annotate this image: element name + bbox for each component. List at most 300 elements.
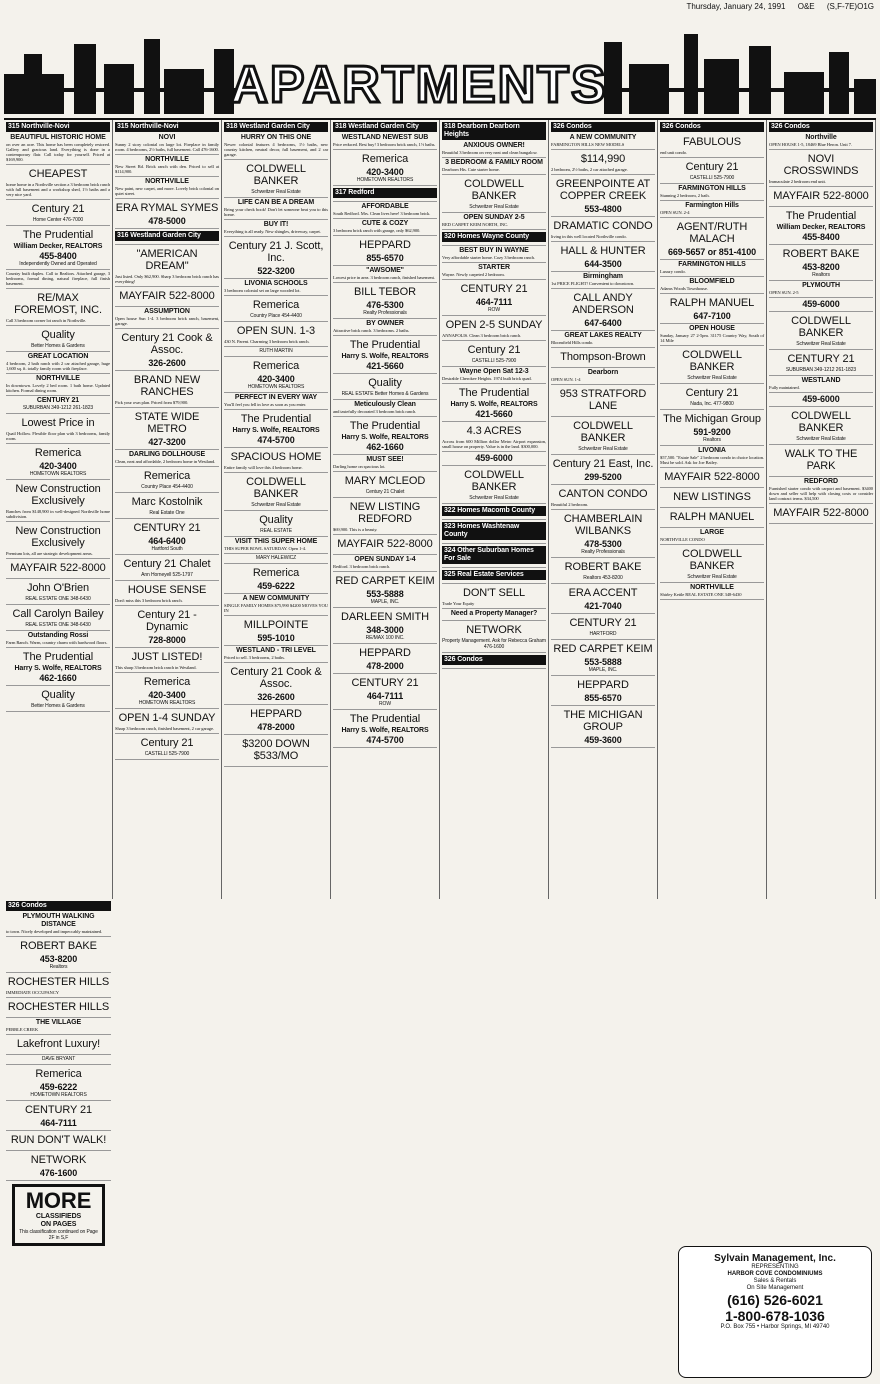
listing-display-text: Remerica — [34, 447, 82, 459]
listing-ad — [333, 417, 437, 455]
listing-display-text: ROCHESTER HILLS — [7, 975, 110, 988]
listing-display-text: Century 21 — [685, 387, 739, 399]
listing-body: Redford. 3 bedroom brick ranch. — [333, 564, 391, 569]
sylvain-site: On Site Management — [746, 1285, 804, 1291]
listing-phone: 453-8200 — [802, 262, 840, 272]
classified-column — [331, 120, 440, 899]
listing-display-text: Remerica — [143, 470, 191, 482]
listing-body: Call 3 bedroom corner lot ranch in Northville. — [6, 318, 87, 323]
listing-footer: MAPLE, INC. — [370, 599, 400, 605]
section-heading: 326 Condos — [6, 901, 111, 911]
listing-phone: 591-9200 — [693, 427, 731, 437]
listing-footer: CASTELLI 525-7900 — [689, 175, 735, 181]
apartments-banner — [4, 34, 876, 114]
listing-ad — [6, 165, 110, 200]
classified-column — [4, 120, 113, 899]
listing-display-text: ROBERT BAKE — [782, 248, 860, 260]
listing-ad — [224, 410, 328, 448]
listing-display-text: COLDWELL BANKER — [573, 420, 633, 444]
listing-display-text: CENTURY 21 — [569, 617, 637, 629]
listing-ad — [6, 579, 110, 605]
listing-ad — [6, 289, 110, 326]
listing-ad — [660, 201, 764, 218]
listing-display-text: CENTURY 21 — [787, 353, 855, 365]
listing-display-text: New Construction Exclusively — [15, 483, 101, 507]
listing-ad — [115, 408, 219, 450]
listing-display-text: RED CARPET KEIM — [553, 643, 653, 655]
listing-body: Farm Ranch. Warm, country charm with hardwood floors. — [6, 640, 108, 645]
listing-ad — [115, 371, 219, 408]
listing-headline: Outstanding Rossi — [27, 632, 89, 639]
page-header — [0, 0, 880, 14]
listing-ad — [6, 1151, 111, 1181]
listing-display-text: HEPPARD — [359, 647, 411, 659]
listing-display-text: CHEAPEST — [28, 168, 88, 180]
listing-ad — [6, 1035, 111, 1055]
listing-display-text: The Michigan Group — [663, 413, 761, 425]
listing-body: Adams Woods Townhouse. — [660, 286, 708, 291]
more-line2: ON PAGES — [40, 1220, 77, 1228]
listing-ad — [115, 606, 219, 648]
listing-footer: SUBURBAN 349-1212 261-1823 — [22, 405, 94, 411]
listing-display-text: $114,990 — [580, 153, 626, 165]
listing-footer: Schweitzer Real Estate — [251, 189, 301, 195]
listing-agency: Harry S. Wolfe, REALTORS — [14, 665, 102, 672]
listing-body: Sunday, January 27 2-5pm. 31175 Country Way, South of 14 Mile — [660, 333, 764, 343]
listing-display-text: The Prudential — [349, 713, 421, 725]
listing-ad — [769, 376, 873, 393]
listing-phone: 420-3400 — [257, 374, 295, 384]
listing-footer: HARTFORD — [589, 631, 617, 637]
listing-body: Open house Sun 1-4. 3 bedroom brick ranch, basement, garage. — [115, 316, 219, 326]
listing-ad — [115, 709, 219, 734]
listing-ad — [6, 998, 111, 1018]
listing-headline: BEAUTIFUL HISTORIC HOME — [10, 134, 106, 141]
listing-headline: Farmington Hills — [685, 202, 739, 209]
section-heading: 318 Westland Garden City — [333, 122, 437, 132]
listing-headline: NORTHVILLE — [145, 156, 189, 163]
listing-display-text: MAYFAIR 522-8000 — [664, 471, 760, 483]
listing-body: Priced to sell. 3 bedrooms, 2 baths. — [224, 655, 285, 660]
listing-footer: Better Homes & Gardens — [31, 343, 85, 349]
listing-footer: MAPLE, INC. — [588, 667, 618, 673]
listing-headline: PLYMOUTH — [802, 282, 840, 289]
listing-phone: 553-5888 — [584, 657, 622, 667]
listing-ad — [551, 368, 655, 385]
classified-column — [549, 120, 658, 899]
listing-ad — [442, 341, 546, 367]
listing-footer: ROW — [488, 307, 500, 313]
listing-display-text: RUN DON'T WALK! — [10, 1133, 107, 1146]
listing-display-text: NEW LISTING REDFORD — [349, 501, 421, 525]
listing-display-text: Remerica — [252, 360, 300, 372]
listing-display-text: HEPPARD — [359, 239, 411, 251]
listing-display-text: COLDWELL BANKER — [246, 163, 306, 187]
listing-display-text: CENTURY 21 — [24, 1103, 93, 1116]
listing-body: FARMINGTON HILLS NEW MODELS — [551, 142, 625, 147]
listing-body: 1st PRICE FLIGHT! Convenient to downtown. — [551, 281, 635, 286]
listing-display-text: Thompson-Brown — [560, 351, 646, 363]
listing-footer: Schweitzer Real Estate — [469, 204, 519, 210]
listing-display-text: AGENT/RUTH MALACH — [676, 221, 748, 245]
listing-ad — [660, 488, 764, 508]
listing-body: THIS SUPER BOWL SATURDAY. Open 1-4. — [224, 546, 306, 551]
sylvain-sub: Sales & Rentals — [753, 1278, 797, 1284]
listing-phone: 595-1010 — [257, 633, 295, 643]
listing-body: NORTHVILLE CONDO — [660, 537, 705, 542]
listing-ad — [224, 198, 328, 220]
listing-display-text: CENTURY 21 — [351, 677, 419, 689]
listing-body: on over an acre. This home has been completely restored. Gallery and gracious land. Everything is done in a contemporary flair. Call today for yourself. Priced at $169,900. — [6, 142, 110, 162]
listing-display-text: NEW LISTINGS — [673, 491, 751, 503]
listing-body: Newer colonial features 4 bedrooms, 1½ baths, new country kitchen, neutral decor, full basement, and 2 car garage. — [224, 142, 328, 157]
listing-ad — [224, 564, 328, 594]
listing-phone: 728-8000 — [148, 635, 186, 645]
listing-headline: STARTER — [478, 264, 510, 271]
listing-ad — [224, 473, 328, 511]
listing-ad — [333, 336, 437, 374]
listing-footer: Realtors — [49, 963, 68, 970]
listing-display-text: CENTURY 21 — [133, 522, 201, 534]
listing-ad — [224, 554, 328, 564]
listing-display-text: MARY MCLEOD — [344, 475, 426, 487]
subsection-heading: 323 Homes Washtenaw County — [442, 522, 546, 540]
listing-body: Very affordable starter home. Cozy 3 bedroom ranch. — [442, 255, 535, 260]
listing-ad — [115, 648, 219, 673]
listing-display-text: MAYFAIR 522-8000 — [773, 507, 869, 519]
listing-agency: William Decker, REALTORS — [13, 243, 103, 250]
listing-ad — [442, 584, 546, 609]
subsection-heading: 324 Other Suburban Homes For Sale — [442, 546, 546, 564]
listing-headline: Meticulously Clean — [354, 401, 416, 408]
listing-footer: CASTELLI 525-7900 — [144, 751, 190, 757]
listing-phone: 421-5660 — [475, 409, 513, 419]
listing-display-text: HEPPARD — [577, 679, 629, 691]
listing-headline: WESTLAND - TRI LEVEL — [236, 647, 316, 654]
listing-footer: REAL ESTATE ONE 348-6430 — [25, 596, 91, 602]
listing-headline: Wayne Open Sat 12-3 — [459, 368, 529, 375]
listing-footer: REAL ESTATE ONE 348-6430 — [25, 622, 91, 628]
listing-headline: "AWSOME" — [366, 267, 404, 274]
listing-headline: Northville — [805, 134, 837, 141]
listing-headline: NORTHVILLE — [145, 178, 189, 185]
listing-phone: 464-7111 — [366, 691, 404, 701]
listing-phone: 459-6000 — [475, 453, 513, 463]
listing-display-text: The Prudential — [240, 413, 312, 425]
listing-ad — [442, 367, 546, 384]
listing-ad — [333, 150, 437, 186]
section-heading: 318 Westland Garden City — [224, 122, 328, 132]
listing-ad — [769, 207, 873, 245]
listing-headline: A NEW COMMUNITY — [569, 134, 637, 141]
section-heading: 315 Northville-Novi — [6, 122, 110, 132]
listing-body: Quail Hollow. Flexible floor plan with 3 bedrooms, family room. — [6, 431, 110, 441]
listing-ad — [224, 160, 328, 198]
listing-phone: 855-6570 — [366, 253, 404, 263]
listing-headline: LIFE CAN BE A DREAM — [237, 199, 315, 206]
listing-body: Ranches from $148,900 in well-designed Northville home subdivision. — [6, 509, 110, 519]
listing-body: RED CARPET KEIM NORTH, INC. — [442, 222, 509, 227]
listing-display-text: WALK TO THE PARK — [784, 448, 858, 472]
listing-display-text: CANTON CONDO — [558, 488, 648, 500]
listing-phone: 420-3400 — [39, 461, 77, 471]
listing-ad — [769, 393, 873, 407]
listing-body: Country built duplex. Call to Realtors. Attached garage, 3 bedrooms, formal dining, natural fireplace, full finish basement. — [6, 271, 110, 286]
listing-ad — [6, 559, 110, 579]
listing-footer: RUTH MARTIN — [259, 348, 293, 354]
banner-title: APARTMENTS — [230, 56, 608, 114]
listing-phone: 427-3200 — [148, 437, 186, 447]
listing-phone: 464-7111 — [40, 1117, 77, 1128]
listing-display-text: OPEN 1-4 SUNDAY — [118, 712, 216, 724]
listing-display-text: 4.3 ACRES — [466, 425, 522, 437]
listing-ad — [769, 407, 873, 445]
listing-ad — [442, 544, 546, 568]
listing-ad — [551, 331, 655, 348]
listing-body: 3 bedroom brick ranch with garage, only $62,900. — [333, 228, 421, 233]
listing-display-text: Century 21 — [31, 203, 85, 215]
listing-phone: 474-5700 — [366, 735, 404, 745]
listing-ad — [115, 199, 219, 229]
sylvain-management-ad — [678, 1246, 872, 1378]
listing-body: Sunny 2 story colonial on large lot. Fireplace in family room. 4 bedrooms, 2½ baths, full basement. Call 476-1600. — [115, 142, 219, 152]
listing-display-text: "AMERICAN DREAM" — [136, 248, 198, 272]
listing-headline: Need a Property Manager? — [450, 610, 538, 617]
listing-body: New paint, new carpet, and more. Lovely brick colonial on quiet street. — [115, 186, 219, 196]
subsection-heading: 325 Real Estate Services — [442, 570, 546, 580]
listing-display-text: The Prudential — [785, 210, 857, 222]
listing-body: $69,900. This is a beauty. — [333, 527, 378, 532]
listing-ad — [224, 279, 328, 296]
classified-column — [222, 120, 331, 899]
listing-body: Beautiful 3 bedroom on very neat and clean bungalow. — [442, 150, 538, 155]
listing-body: 4 bedroom, 2 bath ranch with 2 car attached garage, huge 1,600 sq. ft. totally family room with fireplace. — [6, 361, 110, 371]
listing-ad — [224, 296, 328, 322]
listing-footer: CASTELLI 525-7900 — [471, 358, 517, 364]
listing-headline: Birmingham — [583, 273, 623, 280]
listing-ad — [6, 1018, 111, 1035]
listing-ad — [660, 446, 764, 468]
listing-phone: 326-2600 — [148, 358, 186, 368]
listing-ad — [442, 213, 546, 230]
listing-ad — [551, 289, 655, 331]
subsection-heading: 322 Homes Macomb County — [442, 506, 546, 516]
listing-ad — [6, 414, 110, 444]
listing-ad — [333, 674, 437, 710]
listing-ad — [115, 555, 219, 581]
listing-headline: FARMINGTON HILLS — [678, 261, 746, 268]
listing-footer: HOMETOWN REALTORS — [247, 384, 305, 390]
listing-display-text: JUST LISTED! — [131, 651, 203, 663]
listing-ad — [333, 472, 437, 498]
listing-ad — [6, 326, 110, 352]
listing-ad — [115, 329, 219, 371]
listing-footer: Country Place 454-4400 — [250, 313, 302, 319]
listing-display-text: BRAND NEW RANCHES — [133, 374, 201, 398]
listing-ad — [224, 646, 328, 663]
listing-display-text: DARLEEN SMITH — [341, 611, 429, 623]
listing-ad — [551, 242, 655, 272]
listing-display-text: COLDWELL BANKER — [464, 469, 524, 493]
listing-ad — [660, 468, 764, 488]
listing-ad — [115, 734, 219, 760]
listing-body: Everything is all ready. New shingles, driveway, carpet. — [224, 229, 321, 234]
listing-ad — [333, 319, 437, 336]
listing-footer: Realtors — [703, 437, 721, 443]
listing-ad — [6, 912, 111, 937]
listing-phone: 462-1660 — [366, 442, 404, 452]
listing-display-text: NETWORK — [466, 624, 522, 636]
listing-phone: 644-3500 — [584, 259, 622, 269]
classified-column — [767, 120, 876, 899]
listing-headline: NORTHVILLE — [690, 584, 734, 591]
listing-phone: 299-5200 — [584, 472, 622, 482]
listing-headline: THE VILLAGE — [35, 1018, 82, 1026]
listing-headline: LIVONIA — [698, 447, 726, 454]
listing-ad — [551, 348, 655, 368]
listing-ad — [115, 307, 219, 329]
listing-body: Desirable Cherokee Heights. 1974 built brick quad. — [442, 376, 532, 381]
listing-ad — [551, 558, 655, 584]
listing-footer: Realty Professionals — [363, 310, 407, 316]
listing-display-text: CHAMBERLAIN WILBANKS — [563, 513, 643, 537]
listing-ad — [442, 568, 546, 584]
listing-headline: NOVI — [158, 134, 176, 141]
listing-display-text: HOUSE SENSE — [127, 584, 207, 596]
listing-body: Shirley Kettle REAL ESTATE ONE 348-6430 — [660, 592, 742, 597]
listing-footer: Real Estate One — [149, 510, 185, 516]
listing-phone: 459-6222 — [39, 1081, 78, 1092]
listing-body: Trade Your Equity — [442, 601, 475, 606]
listing-body: This sharp 3 bedroom brick ranch in Westland. — [115, 665, 197, 670]
listing-phone: 459-3600 — [584, 735, 622, 745]
listing-phone: 421-5660 — [366, 361, 404, 371]
listing-phone: 453-8200 — [39, 953, 78, 964]
listing-headline: LARGE — [699, 529, 724, 536]
listing-ad — [660, 583, 764, 600]
listing-ad — [333, 572, 437, 608]
listing-ad — [442, 158, 546, 175]
listing-agency: Harry S. Wolfe, REALTORS — [341, 434, 429, 441]
listing-footer: Century 21 Chalet — [365, 489, 405, 495]
listing-ad — [224, 594, 328, 616]
listing-ad — [6, 648, 110, 686]
listing-ad — [6, 1055, 111, 1065]
listing-footer: HOMETOWN REALTORS — [138, 700, 196, 706]
listing-phone: 478-5300 — [584, 539, 622, 549]
listing-ad — [115, 287, 219, 307]
listing-body: PEBBLE CREEK — [6, 1026, 39, 1032]
section-heading: 315 Northville-Novi — [115, 122, 219, 132]
listing-footer: HOMETOWN REALTORS — [29, 471, 87, 477]
listing-headline: ASSUMPTION — [144, 308, 190, 315]
listing-ad — [769, 504, 873, 524]
listing-ad — [6, 605, 110, 631]
listing-agency: Harry S. Wolfe, REALTORS — [341, 727, 429, 734]
listing-ad — [115, 229, 219, 245]
listing-ad — [551, 150, 655, 175]
listing-ad — [224, 511, 328, 537]
listing-agency: William Decker, REALTORS — [776, 224, 866, 231]
listing-body: ANNAPOLIS. Clean 3 bedroom brick ranch. — [442, 333, 522, 338]
listing-ad — [6, 1131, 111, 1151]
listing-headline: CENTURY 21 — [36, 397, 80, 404]
listing-phone: 474-5700 — [257, 435, 295, 445]
listing-phone: 348-3000 — [366, 625, 404, 635]
listing-ad — [442, 141, 546, 158]
listing-ad — [442, 263, 546, 280]
listing-footer: Schweitzer Real Estate — [796, 436, 846, 442]
listing-body: 2 bedroom, 2½ baths, 2 car attached garage. — [551, 167, 628, 172]
listing-ad — [769, 350, 873, 376]
listing-ad — [6, 522, 110, 559]
listing-ad — [6, 133, 110, 165]
listing-ad — [551, 510, 655, 558]
listing-body: SINGLE FAMILY HOMES $75,990 $4200 MOVES YOU IN — [224, 603, 328, 613]
subsection-heading: 316 Westland Garden City — [115, 231, 219, 241]
listing-footer: Independently Owned and Operated — [19, 261, 97, 267]
sylvain-phone-1: (616) 526-6021 — [727, 1292, 823, 1308]
listing-ad — [6, 937, 111, 973]
listing-display-text: ERA ACCENT — [568, 587, 638, 599]
listing-ad — [769, 477, 873, 504]
listing-ad — [6, 973, 111, 998]
listing-footer: Property Management. Ask for Rebecca Graham 476-1600 — [442, 638, 546, 650]
sylvain-phone-2: 1-800-678-1036 — [725, 1308, 825, 1324]
listing-body: In downtown. Lovely 2 bed room. 1 bath home. Updated kitchen. Formal dining room. — [6, 383, 110, 393]
listing-ad — [660, 384, 764, 410]
listing-display-text: New Construction Exclusively — [15, 525, 101, 549]
listing-ad — [224, 663, 328, 705]
listing-ad — [442, 384, 546, 422]
listing-headline: Dearborn — [587, 369, 619, 376]
listing-body: 430 N. Parent. Charming 3 bedroom brick ranch. — [224, 339, 310, 344]
listing-phone: 855-6570 — [584, 693, 622, 703]
listing-ad — [660, 277, 764, 294]
section-heading: 326 Condos — [769, 122, 873, 132]
listing-body: Just listed. Only $62,900. Sharp 3 bedroom brick ranch has everything! — [115, 274, 219, 284]
listing-body: Pick your own plan. Priced from $79,900. — [115, 400, 189, 405]
listing-ad — [333, 266, 437, 283]
listing-footer: Realtors 453-8200 — [583, 575, 623, 581]
listing-display-text: Call Carolyn Bailey — [12, 608, 104, 620]
listing-phone: 420-3400 — [148, 690, 186, 700]
listing-display-text: HEPPARD — [250, 708, 302, 720]
listing-footer: Schweitzer Real Estate — [469, 495, 519, 501]
listing-headline: MUST SEE! — [366, 456, 404, 463]
listing-headline: REDFORD — [804, 478, 838, 485]
listing-agency: Harry S. Wolfe, REALTORS — [232, 427, 320, 434]
listing-ad — [6, 270, 110, 289]
listing-ad — [769, 312, 873, 350]
listing-body: Lowest price in area. 3 bedroom ranch, finished basement. — [333, 275, 435, 280]
listing-display-text: Remerica — [252, 567, 300, 579]
listing-ad — [660, 260, 764, 277]
listing-headline: OPEN SUNDAY 1-4 — [354, 556, 416, 563]
listing-ad — [551, 272, 655, 289]
listing-ad — [442, 422, 546, 452]
listing-body: living in this well located Northville condo. — [551, 234, 627, 239]
listing-body: Bring your check book! Don't let someone beat you to this home. — [224, 207, 328, 217]
listing-ad — [115, 177, 219, 199]
listing-display-text: The Prudential — [349, 420, 421, 432]
section-heading: 318 Dearborn Dearborn Heights — [442, 122, 546, 140]
listing-phone: 459-6000 — [802, 394, 840, 404]
listing-ad — [660, 528, 764, 545]
listing-body: OPEN SUN. 2-4 — [660, 210, 690, 215]
listing-ad — [224, 705, 328, 735]
listing-body: $57,500. "Estate Sale" 2 bedroom condo in choice location. Must be sold. Ask for Joe Bailey. — [660, 455, 764, 465]
